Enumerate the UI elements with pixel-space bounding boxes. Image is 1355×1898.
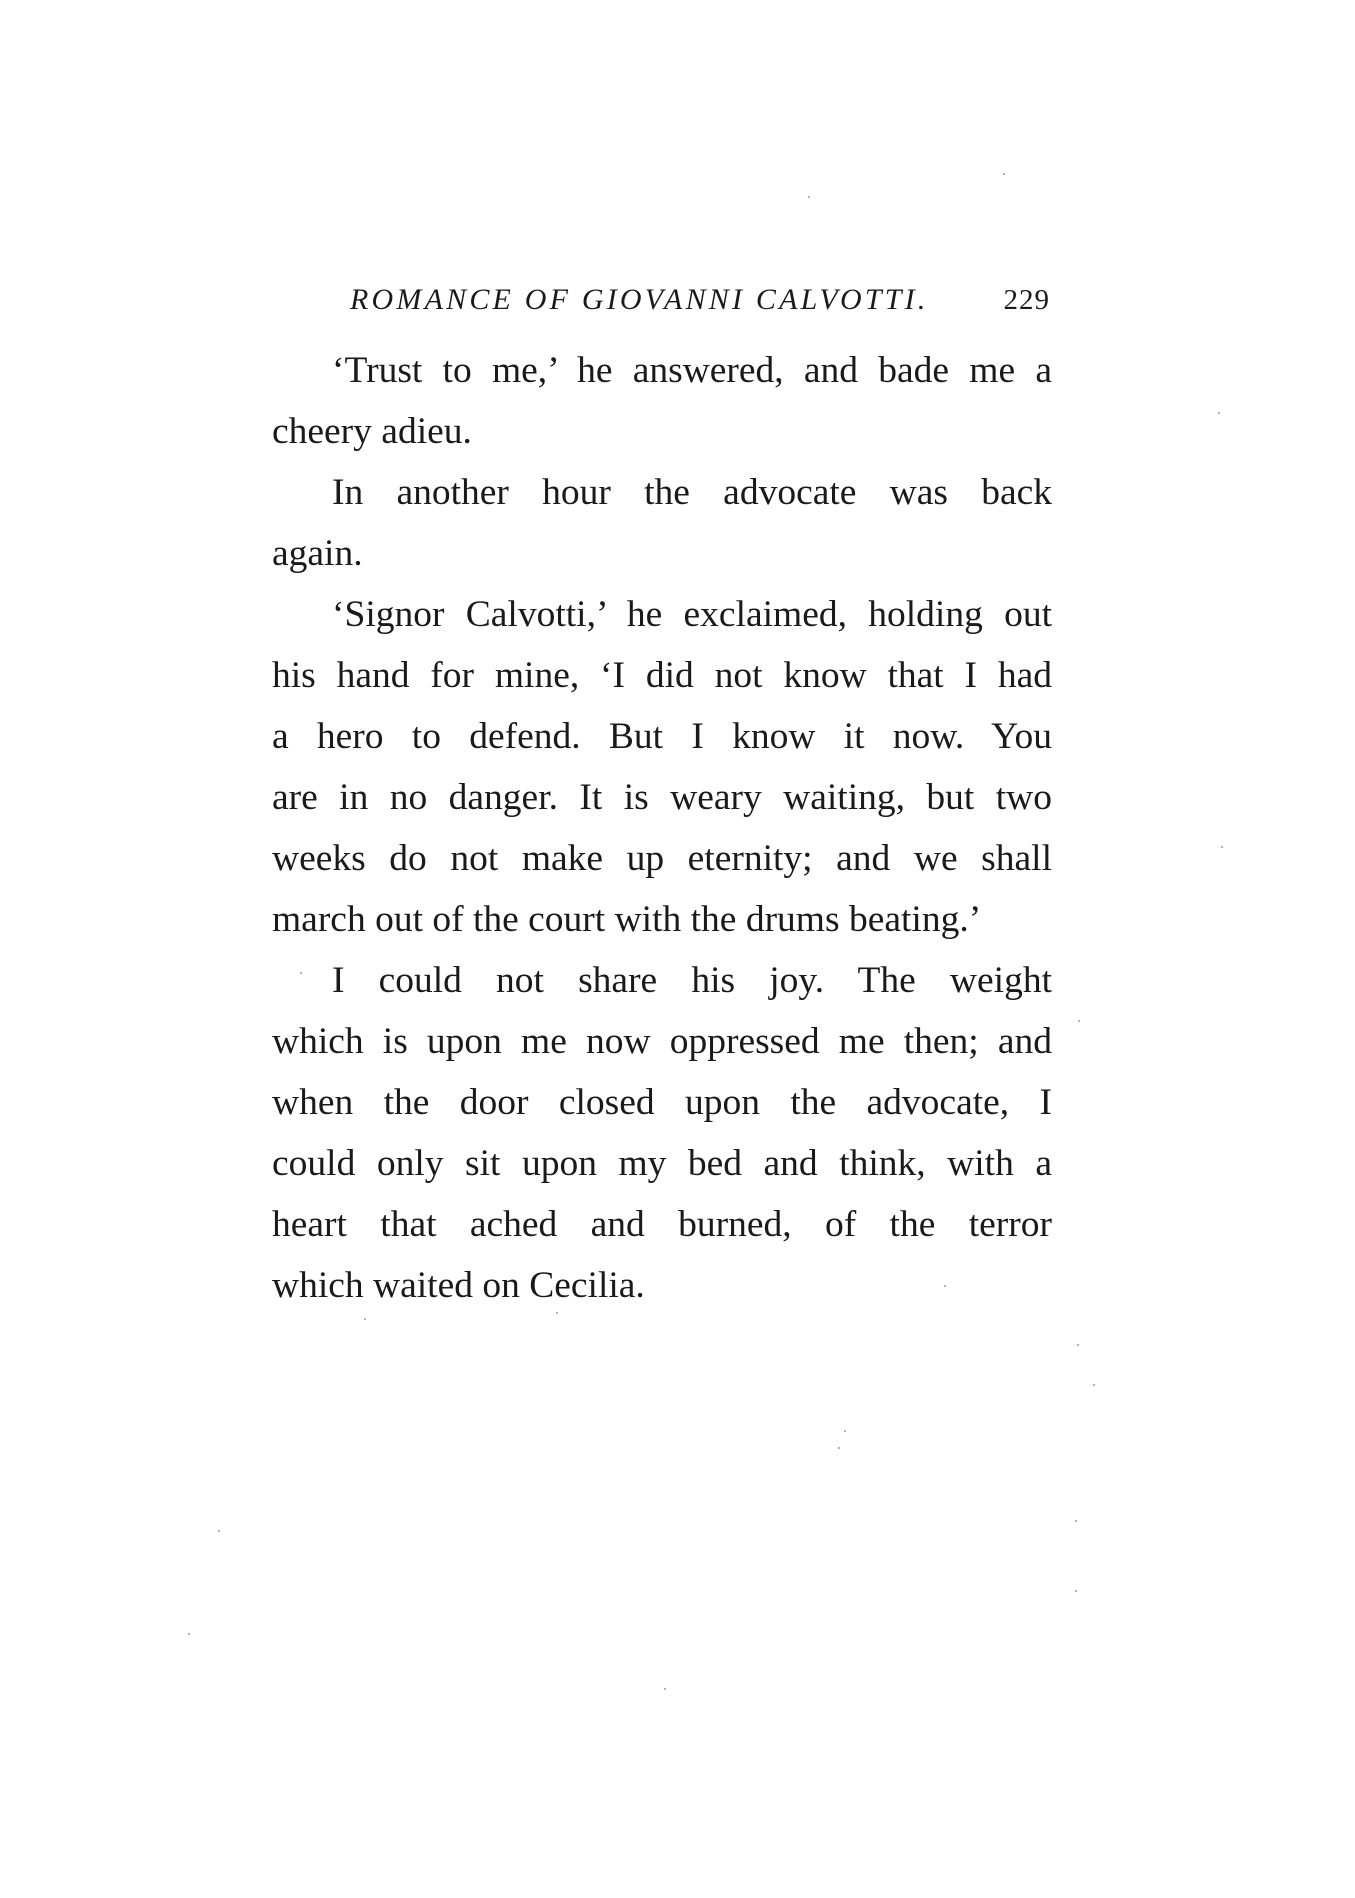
running-title: ROMANCE OF GIOVANNI CALVOTTI. <box>350 283 929 316</box>
scan-speck <box>364 1318 366 1320</box>
text-line: again. <box>272 533 363 574</box>
scan-speck <box>1075 1590 1077 1592</box>
scan-speck <box>556 1312 558 1314</box>
page-number: 229 <box>1003 284 1050 316</box>
scan-speck <box>808 196 810 198</box>
text-line: cheery adieu. <box>272 411 472 452</box>
scan-speck <box>838 1447 840 1449</box>
scan-speck <box>1077 1344 1079 1346</box>
text-line: ‘Signor Calvotti,’ he exclaimed, holding out <box>332 594 1052 635</box>
text-line: are in no danger. It is weary waiting, but two <box>272 777 1052 818</box>
body-text <box>272 340 1052 1316</box>
text-line: could only sit upon my bed and think, with a <box>272 1143 1052 1184</box>
text-line: a hero to defend. But I know it now. You <box>272 716 1052 757</box>
text-line: ‘Trust to me,’ he answered, and bade me a <box>332 350 1052 391</box>
text-line: which is upon me now oppressed me then; and <box>272 1021 1052 1062</box>
text-line: which waited on Cecilia. <box>272 1265 645 1306</box>
scan-speck <box>1003 173 1005 175</box>
scan-speck <box>300 972 302 974</box>
running-head <box>345 278 1050 322</box>
scan-speck <box>218 1530 220 1532</box>
text-line: march out of the court with the drums beating.’ <box>272 899 982 940</box>
scan-speck <box>844 1430 846 1432</box>
text-line: heart that ached and burned, of the terror <box>272 1204 1052 1245</box>
scan-speck <box>188 1633 190 1635</box>
text-line: weeks do not make up eternity; and we shall <box>272 838 1052 879</box>
text-line: I could not share his joy. The weight <box>332 960 1052 1001</box>
text-line: In another hour the advocate was back <box>332 472 1052 513</box>
text-line: his hand for mine, ‘I did not know that I had <box>272 655 1052 696</box>
scan-speck <box>1218 412 1220 414</box>
scan-speck <box>1221 846 1223 848</box>
scan-speck <box>1078 1020 1080 1022</box>
scan-speck <box>944 1285 946 1287</box>
scan-speck <box>1075 1520 1077 1522</box>
text-line: when the door closed upon the advocate, I <box>272 1082 1052 1123</box>
scan-speck <box>664 1688 666 1690</box>
scan-speck <box>1093 1384 1095 1386</box>
